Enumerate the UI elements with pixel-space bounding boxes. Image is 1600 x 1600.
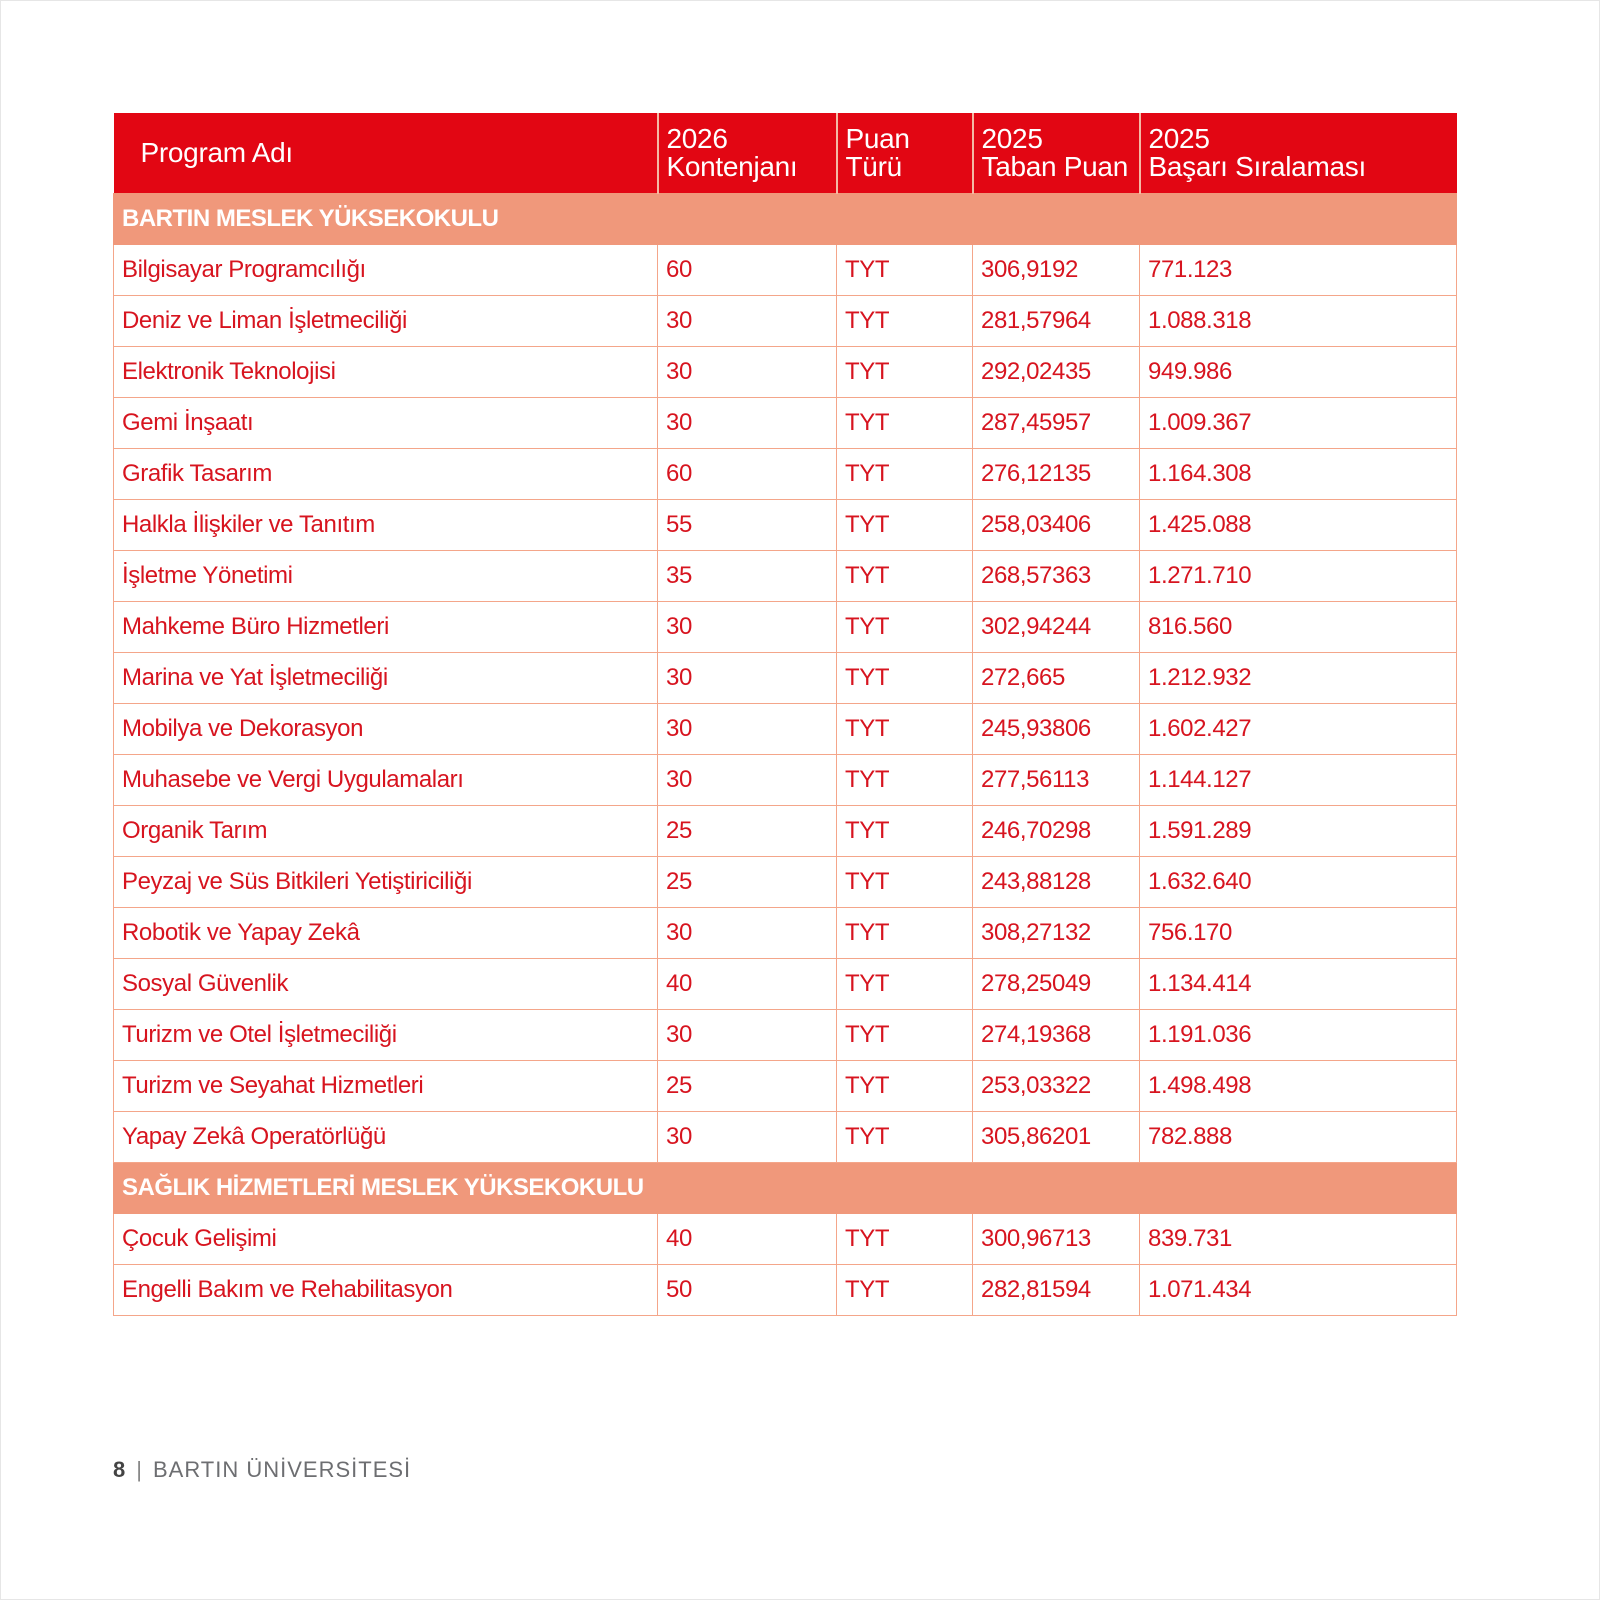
table-row (114, 398, 1457, 449)
base-score-cell: 277,56113 (973, 755, 1140, 806)
quota-cell: 60 (658, 245, 837, 296)
base-score-cell: 282,81594 (973, 1265, 1140, 1316)
header-base-score: 2025 Taban Puan (973, 113, 1140, 194)
table-row (114, 806, 1457, 857)
table-row (114, 1112, 1457, 1163)
rank-cell: 1.071.434 (1140, 1265, 1457, 1316)
table-row (114, 245, 1457, 296)
table-row (114, 653, 1457, 704)
base-score-cell: 276,12135 (973, 449, 1140, 500)
program-name-cell: Çocuk Gelişimi (114, 1214, 658, 1265)
score-type-cell: TYT (837, 1265, 973, 1316)
rank-cell: 782.888 (1140, 1112, 1457, 1163)
table-row (114, 602, 1457, 653)
rank-cell: 1.009.367 (1140, 398, 1457, 449)
rank-cell: 1.632.640 (1140, 857, 1457, 908)
base-score-cell: 305,86201 (973, 1112, 1140, 1163)
program-name-cell: Bilgisayar Programcılığı (114, 245, 658, 296)
rank-cell: 1.191.036 (1140, 1010, 1457, 1061)
quota-cell: 35 (658, 551, 837, 602)
rank-cell: 771.123 (1140, 245, 1457, 296)
program-name-cell: Yapay Zekâ Operatörlüğü (114, 1112, 658, 1163)
table-body (114, 194, 1457, 1316)
base-score-cell: 243,88128 (973, 857, 1140, 908)
score-type-cell: TYT (837, 398, 973, 449)
program-name-cell: Gemi İnşaatı (114, 398, 658, 449)
quota-cell: 30 (658, 398, 837, 449)
score-type-cell: TYT (837, 857, 973, 908)
score-type-cell: TYT (837, 500, 973, 551)
score-type-cell: TYT (837, 653, 973, 704)
quota-cell: 30 (658, 755, 837, 806)
base-score-cell: 253,03322 (973, 1061, 1140, 1112)
score-type-cell: TYT (837, 959, 973, 1010)
program-name-cell: Peyzaj ve Süs Bitkileri Yetiştiriciliği (114, 857, 658, 908)
rank-cell: 1.144.127 (1140, 755, 1457, 806)
table-row (114, 449, 1457, 500)
score-type-cell: TYT (837, 1214, 973, 1265)
base-score-cell: 278,25049 (973, 959, 1140, 1010)
table-row (114, 908, 1457, 959)
program-name-cell: Muhasebe ve Vergi Uygulamaları (114, 755, 658, 806)
footer-title: BARTIN ÜNİVERSİTESİ (152, 1457, 412, 1482)
quota-cell: 30 (658, 704, 837, 755)
program-name-cell: Halkla İlişkiler ve Tanıtım (114, 500, 658, 551)
table-row (114, 1265, 1457, 1316)
page-number: 8 (113, 1457, 127, 1482)
quota-cell: 30 (658, 908, 837, 959)
program-name-cell: Mahkeme Büro Hizmetleri (114, 602, 658, 653)
rank-cell: 1.271.710 (1140, 551, 1457, 602)
base-score-cell: 246,70298 (973, 806, 1140, 857)
table-row (114, 857, 1457, 908)
base-score-cell: 272,665 (973, 653, 1140, 704)
score-type-cell: TYT (837, 806, 973, 857)
score-type-cell: TYT (837, 704, 973, 755)
program-name-cell: Marina ve Yat İşletmeciliği (114, 653, 658, 704)
table-row (114, 755, 1457, 806)
quota-cell: 30 (658, 296, 837, 347)
rank-cell: 949.986 (1140, 347, 1457, 398)
table-row (114, 347, 1457, 398)
score-type-cell: TYT (837, 602, 973, 653)
program-name-cell: Deniz ve Liman İşletmeciliği (114, 296, 658, 347)
score-type-cell: TYT (837, 1112, 973, 1163)
table-row (114, 500, 1457, 551)
quota-cell: 25 (658, 1061, 837, 1112)
rank-cell: 839.731 (1140, 1214, 1457, 1265)
program-name-cell: İşletme Yönetimi (114, 551, 658, 602)
score-type-cell: TYT (837, 347, 973, 398)
base-score-cell: 306,9192 (973, 245, 1140, 296)
base-score-cell: 300,96713 (973, 1214, 1140, 1265)
header-quota: 2026 Kontenjanı (658, 113, 837, 194)
score-type-cell: TYT (837, 296, 973, 347)
base-score-cell: 308,27132 (973, 908, 1140, 959)
quota-cell: 25 (658, 806, 837, 857)
program-name-cell: Turizm ve Seyahat Hizmetleri (114, 1061, 658, 1112)
section-row (114, 194, 1457, 245)
score-type-cell: TYT (837, 245, 973, 296)
program-table (113, 113, 1457, 1316)
rank-cell: 1.591.289 (1140, 806, 1457, 857)
table-row (114, 296, 1457, 347)
base-score-cell: 287,45957 (973, 398, 1140, 449)
program-name-cell: Robotik ve Yapay Zekâ (114, 908, 658, 959)
quota-cell: 40 (658, 959, 837, 1010)
base-score-cell: 281,57964 (973, 296, 1140, 347)
base-score-cell: 268,57363 (973, 551, 1140, 602)
program-name-cell: Sosyal Güvenlik (114, 959, 658, 1010)
base-score-cell: 302,94244 (973, 602, 1140, 653)
section-title: BARTIN MESLEK YÜKSEKOKULU (114, 194, 1457, 245)
rank-cell: 756.170 (1140, 908, 1457, 959)
quota-cell: 25 (658, 857, 837, 908)
score-type-cell: TYT (837, 755, 973, 806)
score-type-cell: TYT (837, 1061, 973, 1112)
quota-cell: 55 (658, 500, 837, 551)
table-row (114, 1061, 1457, 1112)
quota-cell: 60 (658, 449, 837, 500)
base-score-cell: 245,93806 (973, 704, 1140, 755)
table-row (114, 704, 1457, 755)
base-score-cell: 274,19368 (973, 1010, 1140, 1061)
rank-cell: 816.560 (1140, 602, 1457, 653)
header-program-name: Program Adı (114, 113, 658, 194)
header-success-rank: 2025 Başarı Sıralaması (1140, 113, 1457, 194)
rank-cell: 1.088.318 (1140, 296, 1457, 347)
program-name-cell: Mobilya ve Dekorasyon (114, 704, 658, 755)
program-name-cell: Engelli Bakım ve Rehabilitasyon (114, 1265, 658, 1316)
section-title: SAĞLIK HİZMETLERİ MESLEK YÜKSEKOKULU (114, 1163, 1457, 1214)
program-name-cell: Grafik Tasarım (114, 449, 658, 500)
section-row (114, 1163, 1457, 1214)
quota-cell: 30 (658, 1112, 837, 1163)
program-name-cell: Elektronik Teknolojisi (114, 347, 658, 398)
footer-separator: | (136, 1457, 143, 1482)
rank-cell: 1.134.414 (1140, 959, 1457, 1010)
base-score-cell: 292,02435 (973, 347, 1140, 398)
rank-cell: 1.212.932 (1140, 653, 1457, 704)
quota-cell: 50 (658, 1265, 837, 1316)
table-header (114, 113, 1457, 194)
rank-cell: 1.602.427 (1140, 704, 1457, 755)
page-footer (113, 1457, 411, 1483)
table-row (114, 959, 1457, 1010)
score-type-cell: TYT (837, 908, 973, 959)
table-row (114, 1214, 1457, 1265)
score-type-cell: TYT (837, 551, 973, 602)
score-type-cell: TYT (837, 449, 973, 500)
header-score-type: Puan Türü (837, 113, 973, 194)
quota-cell: 30 (658, 347, 837, 398)
score-type-cell: TYT (837, 1010, 973, 1061)
rank-cell: 1.425.088 (1140, 500, 1457, 551)
rank-cell: 1.164.308 (1140, 449, 1457, 500)
program-name-cell: Turizm ve Otel İşletmeciliği (114, 1010, 658, 1061)
table-row (114, 1010, 1457, 1061)
base-score-cell: 258,03406 (973, 500, 1140, 551)
program-name-cell: Organik Tarım (114, 806, 658, 857)
quota-cell: 40 (658, 1214, 837, 1265)
table-row (114, 551, 1457, 602)
quota-cell: 30 (658, 1010, 837, 1061)
quota-cell: 30 (658, 602, 837, 653)
rank-cell: 1.498.498 (1140, 1061, 1457, 1112)
quota-cell: 30 (658, 653, 837, 704)
